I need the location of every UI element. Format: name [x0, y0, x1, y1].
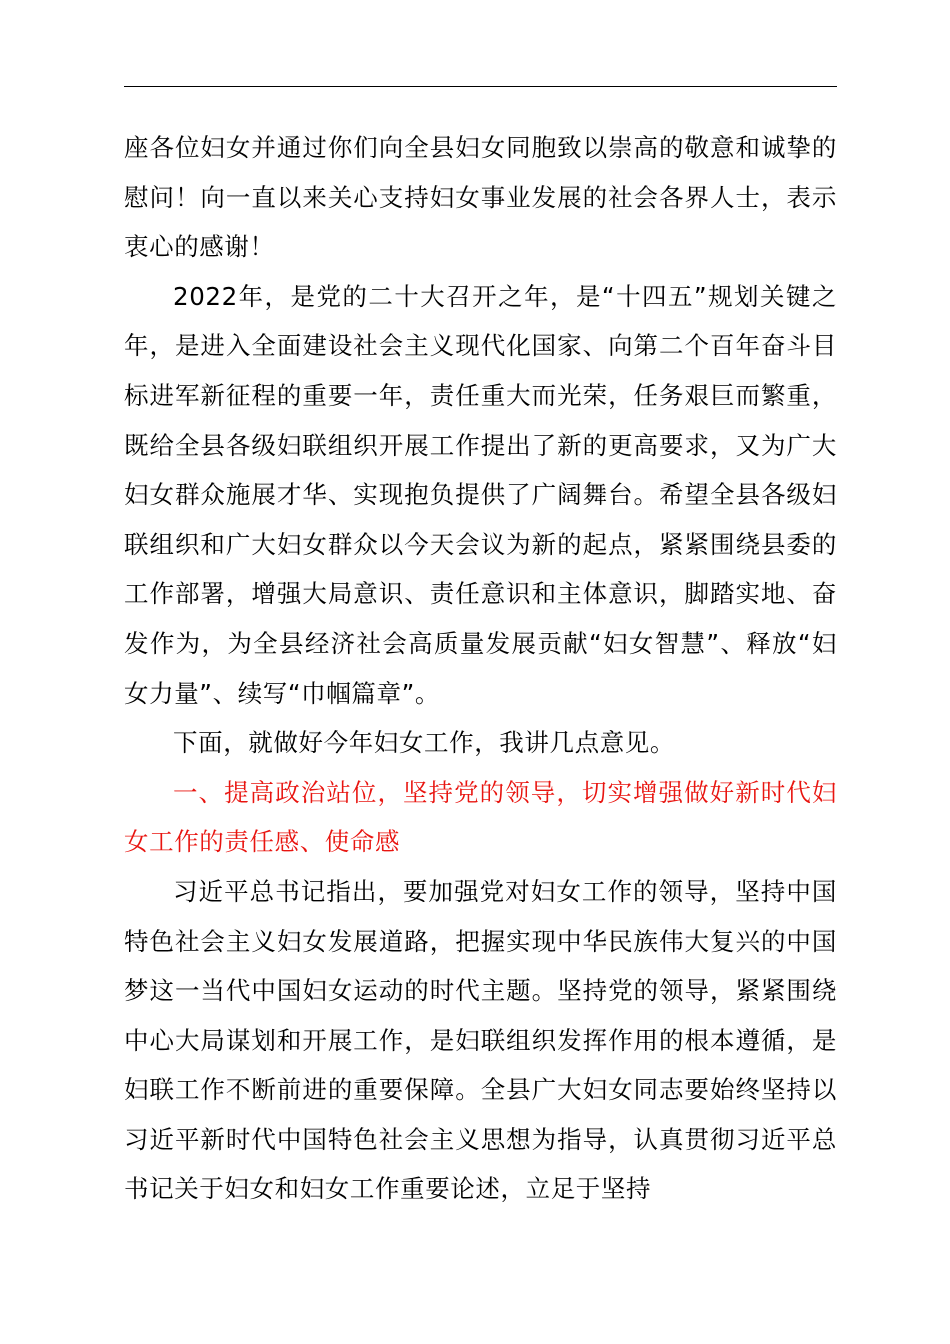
header-rule — [124, 86, 837, 87]
body-paragraph-4: 习近平总书记指出，要加强党对妇女工作的领导，坚持中国特色社会主义妇女发展道路，把握实现中华民族伟大复兴的中国梦这一当代中国妇女运动的时代主题。坚持党的领导，紧紧围绕中心大局谋划和开展工作，是妇联组织发挥作用的根本遵循，是妇联工作不断前进的重要保障。全县广大妇女同志要始终坚持以习近平新时代中国特色社会主义思想为指导，认真贯彻习近平总书记关于妇女和妇女工作重要论述，立足于坚持 — [124, 876, 837, 1204]
body-paragraph-3: 下面，就做好今年妇女工作，我讲几点意见。 — [173, 728, 675, 758]
document-body — [124, 123, 837, 1214]
section-heading-1: 一、提高政治站位，坚持党的领导，切实增强做好新时代妇女工作的责任感、使命感 — [124, 777, 837, 857]
body-paragraph-2: 2022年，是党的二十大召开之年，是“十四五”规划关键之年，是进入全面建设社会主义现代化国家、向第二个百年奋斗目标进军新征程的重要一年，责任重大而光荣，任务艰巨而繁重，既给全县各级妇联组织开展工作提出了新的更高要求，又为广大妇女群众施展才华、实现抱负提供了广阔舞台。希望全县各级妇联组织和广大妇女群众以今天会议为新的起点，紧紧围绕县委的工作部署，增强大局意识、责任意识和主体意识，脚踏实地、奋发作为，为全县经济社会高质量发展贡献“妇女智慧”、释放“妇女力量”、续写“巾帼篇章”。 — [124, 281, 837, 708]
body-paragraph-1: 座各位妇女并通过你们向全县妇女同胞致以崇高的敬意和诚挚的慰问！向一直以来关心支持妇女事业发展的社会各界人士，表示衷心的感谢！ — [124, 133, 837, 262]
